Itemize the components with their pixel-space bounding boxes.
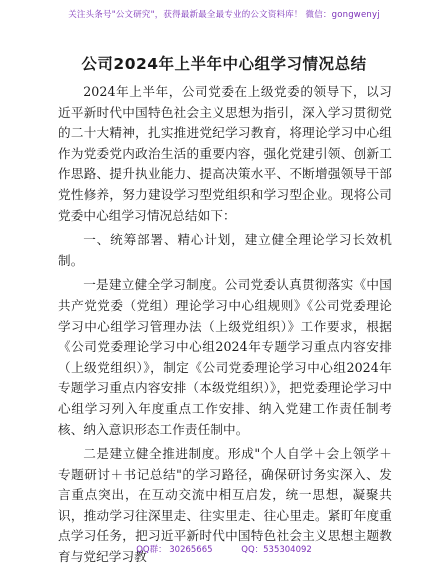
footer-contact [0, 543, 448, 555]
document-title: 公司2024年上半年中心组学习情况总结 [81, 55, 367, 73]
body-paragraph-promotion-system: 二是建立健全推进制度。形成"个人自学＋会上领学＋专题研讨＋书记总结"的学习路径，确保研讨务实深入、发言重点突出，在互动交流中相互启发，统一思想，凝聚共识，推动学习往深里走、往实里走、往心里走。紧盯年度重点学习任务，把习近平新时代中国特色社会主义思想主题教育与党纪学习教 [58, 446, 392, 565]
footer-qq: QQ：535304092 [241, 545, 312, 555]
document-body [58, 82, 392, 568]
body-paragraph-intro: 2024年上半年，公司党委在上级党委的领导下，以习近平新时代中国特色社会主义思想为指引，深入学习贯彻党的二十大精神，扎实推进党纪学习教育，将理论学习中心组作为党委党内政治生活的重要内容，强化党建引领、创新工作思路、提升执业能力、提高决策水平、不断增强领导干部党性修养，努力建设学习型党组织和学习型企业。现将公司党委中心组学习情况总结如下： [58, 84, 392, 223]
body-paragraph-study-system: 一是建立健全学习制度。公司党委认真贯彻落实《中国共产党党委（党组）理论学习中心组规则》《公司党委理论学习中心组学习管理办法（上级党组织）》工作要求，根据《公司党委理论学习中心组2024年专题学习重点内容安排（上级党组织）》，制定《公司党委理论学习中心组2024年专题学习重点内容安排（本级党组织）》，把党委理论学习中心组学习列入年度重点工作安排、纳入党建工作责任制考核、纳入意识形态工作责任制中。 [58, 277, 392, 437]
footer-qq-group: QQ群： 30265665 [136, 545, 213, 555]
header-promo-note: 关注头条号"公文研究"，获得最新最全最专业的公文资料库！ 微信：gongwenyj [68, 10, 380, 20]
body-paragraph-section-heading: 一、统筹部署、精心计划，建立健全理论学习长效机制。 [58, 232, 392, 268]
